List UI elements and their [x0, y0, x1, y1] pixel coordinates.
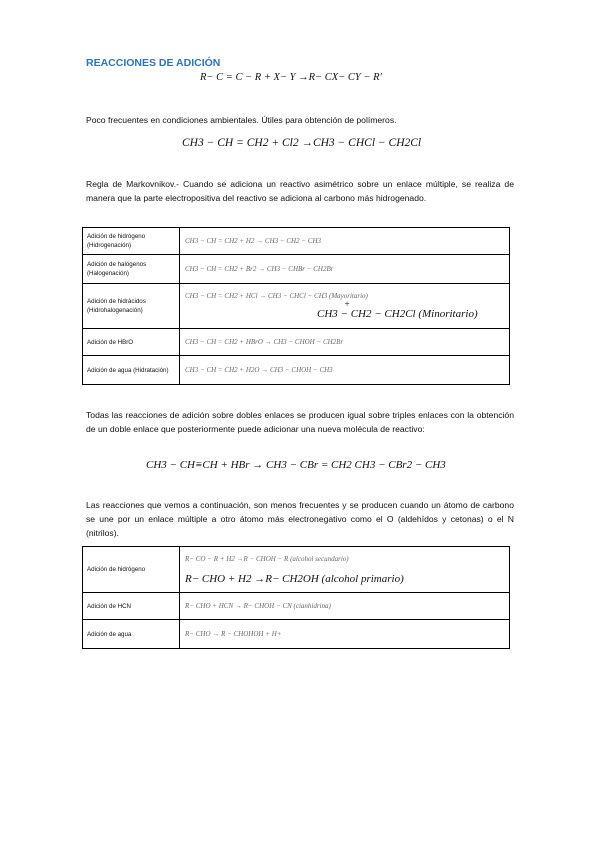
row-formula: CH3 − CH = CH2 + H2 → CH3 − CH2 − CH3	[180, 228, 510, 255]
row-label: Adición de hidrácidos (Hidrohalogenación)	[83, 284, 180, 329]
table-row	[83, 547, 510, 593]
row-formula: R− CHO → R − CHOHOH + H+	[180, 620, 510, 649]
general-equation: R− C = C − R + X− Y →R− CX− CY − R'	[200, 72, 382, 83]
row-formula-extra: R− CHO + H2 →R− CH2OH (alcohol primario)	[185, 572, 404, 585]
row-label: Adición de hidrógeno (Hidrogenación)	[83, 228, 180, 255]
row-label: Adición de agua	[83, 620, 180, 649]
row-formula-extra: CH3 − CH2 − CH2Cl (Minoritario)	[317, 308, 478, 320]
row-formula: R− CO − R + H2 →R − CHOH − R (alcohol secundario)	[185, 554, 349, 563]
row-formula: CH3 − CH = CH2 + H2O → CH3 − CHOH − CH3	[180, 356, 510, 385]
table-row	[83, 284, 510, 329]
section-title: REACCIONES DE ADICIÓN	[86, 57, 221, 69]
row-formula-cell	[180, 284, 510, 329]
row-label: Adición de halógenos (Halogenación)	[83, 255, 180, 284]
row-label: Adición de hidrógeno	[83, 547, 180, 593]
carbonyl-paragraph: Las reacciones que vemos a continuación, son menos frecuentes y se producen cuando un átomo de carbono se une por un enlace múltiple a otro átomo más electronegativo como el O (aldehídos y cetonas) o el N (nitrilos).	[86, 500, 514, 538]
row-formula-cell	[180, 547, 510, 593]
triple-bond-equation: CH3 − CH≡CH + HBr → CH3 − CBr = CH2 CH3 − CBr2 − CH3	[146, 459, 446, 471]
row-formula: CH3 − CH = CH2 + HCl → CH3 − CHCl − CH3 (Mayoritario)	[185, 292, 368, 300]
row-formula: CH3 − CH = CH2 + Br2 → CH3 − CHBr − CH2Br	[180, 255, 510, 284]
markovnikov-paragraph: Regla de Markovnikov.- Cuando se adiciona un reactivo asimétrico sobre un enlace múltiple, se realiza de manera que la parte electropositiva del reactivo se adiciona al carbono más hidrogenado.	[86, 179, 514, 203]
row-label: Adición de agua (Hidratación)	[83, 356, 180, 385]
table-row	[83, 593, 510, 620]
table-row	[83, 620, 510, 649]
row-label: Adición de HBrO	[83, 329, 180, 356]
alkene-addition-table	[82, 227, 510, 385]
intro-paragraph: Poco frecuentes en condiciones ambientales. Útiles para obtención de polímeros.	[86, 115, 397, 125]
carbonyl-addition-table	[82, 546, 510, 649]
table-row	[83, 228, 510, 255]
row-label: Adición de HCN	[83, 593, 180, 620]
plus-sign: +	[344, 299, 350, 309]
row-formula: CH3 − CH = CH2 + HBrO → CH3 − CHOH − CH2Br	[180, 329, 510, 356]
row-formula: R− CHO + HCN → R− CHOH − CN (cianhidrina)	[180, 593, 510, 620]
triple-bond-paragraph: Todas las reacciones de adición sobre dobles enlaces se producen igual sobre triples enlaces con la obtención de un doble enlace que posteriormente puede adicionar una nueva molécula de reactivo:	[86, 410, 514, 434]
table-row	[83, 255, 510, 284]
table-row	[83, 356, 510, 385]
table-row	[83, 329, 510, 356]
example-equation: CH3 − CH = CH2 + Cl2 →CH3 − CHCl − CH2Cl	[182, 137, 422, 149]
